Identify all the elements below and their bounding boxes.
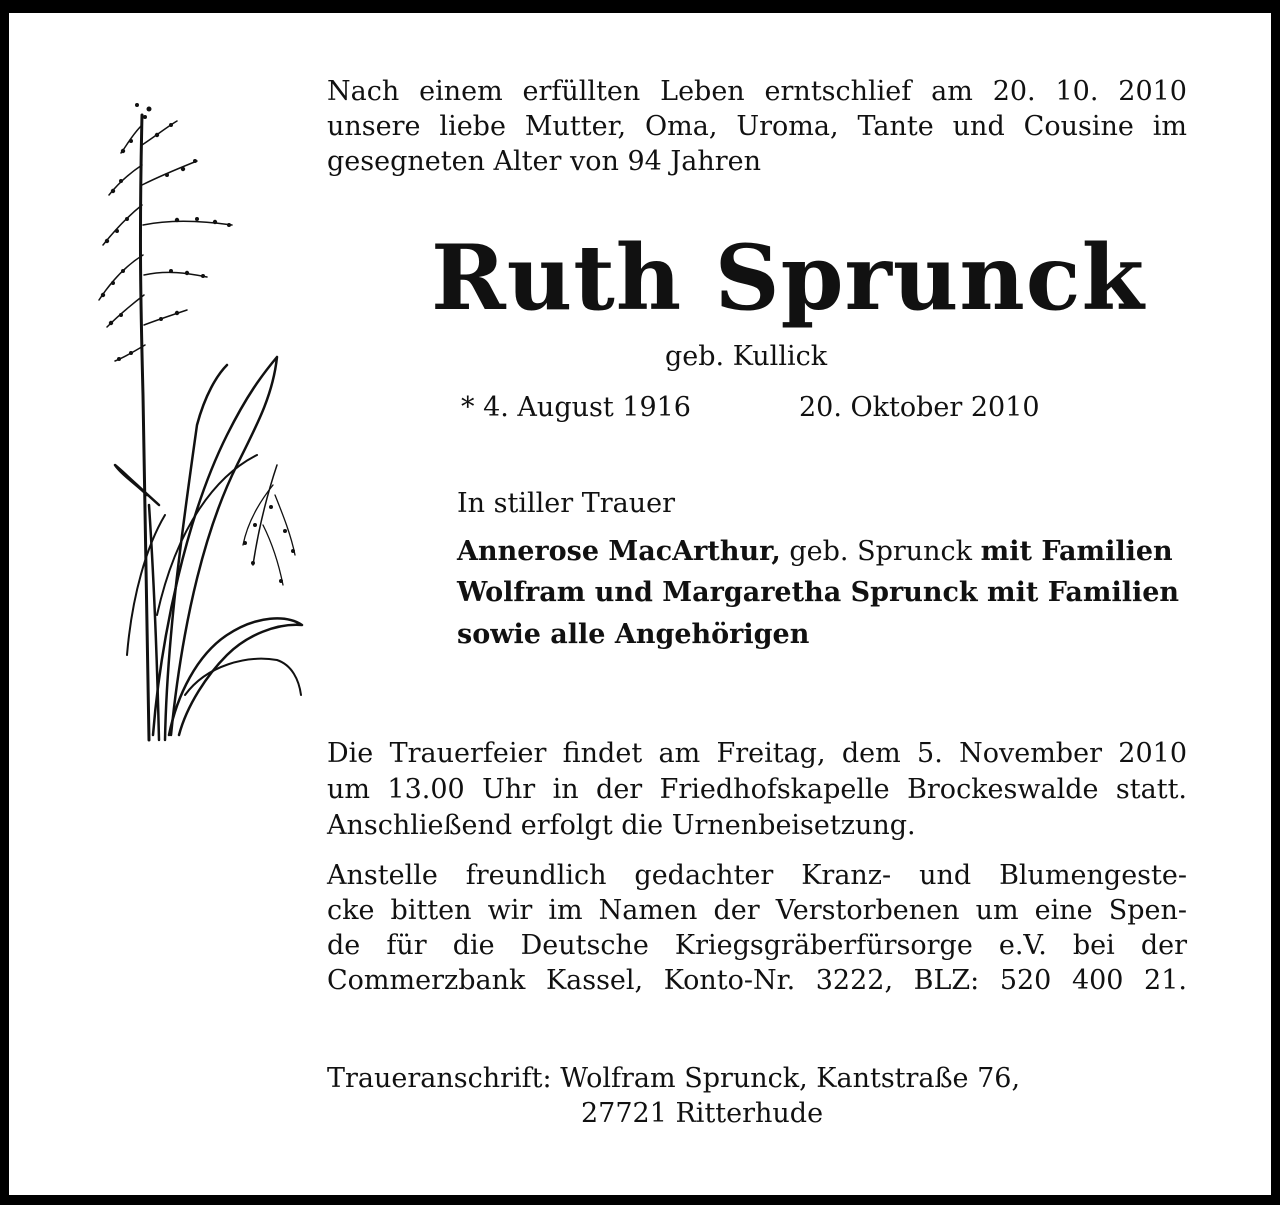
mourners-line-1 xyxy=(457,535,1173,569)
address-line-2: 27721 Ritterhude xyxy=(581,1098,824,1129)
service-line-3: Anschließend erfolgt die Urnenbeisetzung. xyxy=(327,810,916,841)
intro-line-2: unsere liebe Mutter, Oma, Uroma, Tante und Cousine im xyxy=(327,111,1187,142)
address-line-1: Traueranschrift: Wolfram Sprunck, Kantstraße 76, xyxy=(327,1063,1021,1094)
donation-line-4: Commerzbank Kassel, Konto-Nr. 3222, BLZ: 520 400 21. xyxy=(327,965,1187,996)
donation-line-3: de für die Deutsche Kriegsgräberfürsorge e.V. bei der xyxy=(327,930,1187,961)
donation-line-2: cke bitten wir im Namen der Verstorbenen um eine Spen- xyxy=(327,895,1187,926)
donation-line-1: Anstelle freundlich gedachter Kranz- und Blumengeste- xyxy=(327,860,1187,891)
mourner-maiden-name: geb. Sprunck xyxy=(780,536,981,567)
deceased-name: Ruth Sprunck xyxy=(431,225,1145,331)
service-line-2: um 13.00 Uhr in der Friedhofskapelle Brockeswalde statt. xyxy=(327,774,1187,805)
mourner-family: mit Familien xyxy=(980,536,1173,567)
mourners-line-3: sowie alle Angehörigen xyxy=(457,619,810,650)
mourner-name: Annerose MacArthur, xyxy=(457,536,781,567)
mourners-heading: In stiller Trauer xyxy=(457,488,676,519)
service-line-1: Die Trauerfeier findet am Freitag, dem 5. November 2010 xyxy=(327,738,1187,769)
grass-plant-icon xyxy=(87,95,309,743)
birth-date: * 4. August 1916 xyxy=(461,392,691,423)
maiden-name: geb. Kullick xyxy=(665,341,828,372)
intro-line-1: Nach einem erfüllten Leben erntschlief am 20. 10. 2010 xyxy=(327,76,1187,107)
intro-line-3: gesegneten Alter von 94 Jahren xyxy=(327,146,762,177)
death-date: 20. Oktober 2010 xyxy=(799,392,1040,423)
mourners-line-2: Wolfram und Margaretha Sprunck mit Familien xyxy=(457,577,1180,608)
